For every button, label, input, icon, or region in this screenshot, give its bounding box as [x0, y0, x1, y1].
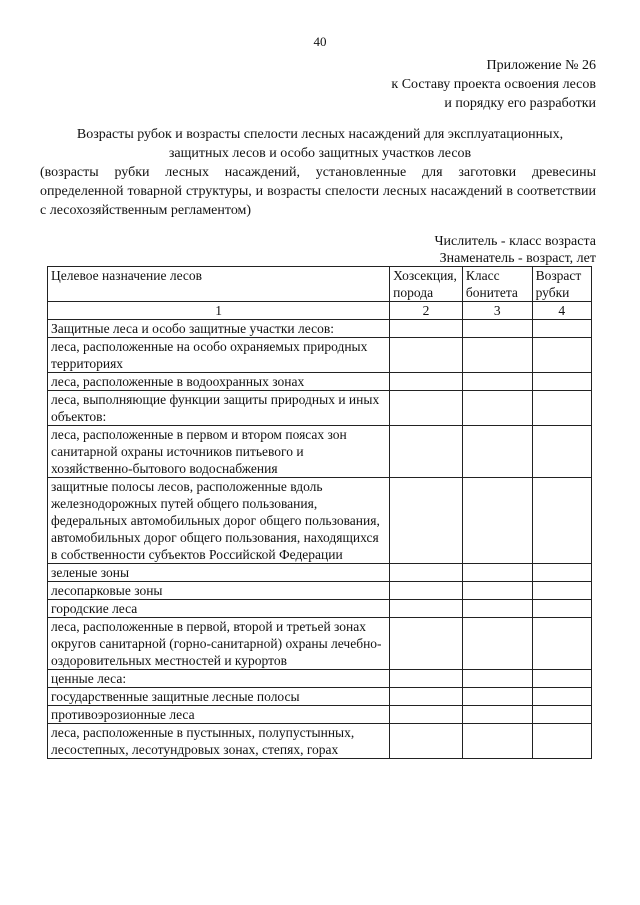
table-row	[48, 600, 592, 618]
cell-empty	[532, 426, 591, 478]
row-label: государственные защитные лесные полосы	[48, 688, 390, 706]
column-number: 3	[462, 302, 532, 320]
header-site-class: Класс бонитета	[462, 267, 532, 302]
table-row	[48, 582, 592, 600]
document-subtitle: (возрасты рубки лесных насаждений, установленные для заготовки древесины определенной товарной структуры, и возрасты спелости лесных насаждений в соответствии с лесохозяйственным регламентом)	[40, 165, 596, 218]
row-label: зеленые зоны	[48, 564, 390, 582]
cell-empty	[532, 600, 591, 618]
cell-empty	[462, 600, 532, 618]
legend-denominator: Знаменатель - возраст, лет	[439, 251, 596, 266]
table-legend	[434, 233, 596, 267]
column-number: 2	[390, 302, 463, 320]
cell-empty	[532, 338, 591, 373]
cell-empty	[390, 426, 463, 478]
row-label: леса, расположенные на особо охраняемых природных территориях	[48, 338, 390, 373]
cell-empty	[462, 373, 532, 391]
table-row	[48, 391, 592, 426]
legend-numerator: Числитель - класс возраста	[434, 234, 596, 249]
cell-empty	[532, 688, 591, 706]
table-row	[48, 618, 592, 670]
row-label: леса, расположенные в первом и втором поясах зон санитарной охраны источников питьевого и хозяйственно-бытового водоснабжения	[48, 426, 390, 478]
cell-empty	[390, 582, 463, 600]
cell-empty	[462, 564, 532, 582]
cell-empty	[390, 373, 463, 391]
row-label: противоэрозионные леса	[48, 706, 390, 724]
appendix-block	[391, 56, 596, 113]
table-row	[48, 338, 592, 373]
cell-empty	[462, 320, 532, 338]
row-label: леса, расположенные в пустынных, полупустынных, лесостепных, лесотундровых зонах, степях, горах	[48, 724, 390, 759]
cell-empty	[390, 670, 463, 688]
table-row	[48, 564, 592, 582]
row-label: леса, выполняющие функции защиты природных и иных объектов:	[48, 391, 390, 426]
table-row	[48, 706, 592, 724]
cell-empty	[390, 706, 463, 724]
column-number: 4	[532, 302, 591, 320]
cell-empty	[462, 338, 532, 373]
column-number: 1	[48, 302, 390, 320]
row-label: городские леса	[48, 600, 390, 618]
cell-empty	[390, 564, 463, 582]
header-purpose: Целевое назначение лесов	[48, 267, 390, 302]
table-row	[48, 320, 592, 338]
cell-empty	[532, 564, 591, 582]
cell-empty	[390, 478, 463, 564]
cell-empty	[532, 724, 591, 759]
cell-empty	[462, 582, 532, 600]
cell-empty	[532, 582, 591, 600]
appendix-line: Приложение № 26	[486, 58, 596, 73]
page-number: 40	[313, 34, 327, 49]
cell-empty	[462, 688, 532, 706]
cell-empty	[532, 670, 591, 688]
cell-empty	[462, 618, 532, 670]
table-row	[48, 426, 592, 478]
row-label: защитные полосы лесов, расположенные вдоль железнодорожных путей общего пользования, федеральных автомобильных дорог общего пользования, автомобильных дорог общего пользования, находящихся в собственности субъектов Российской Федерации	[48, 478, 390, 564]
table-row	[48, 373, 592, 391]
header-cutting-age: Возраст рубки	[532, 267, 591, 302]
cell-empty	[390, 688, 463, 706]
row-label: леса, расположенные в водоохранных зонах	[48, 373, 390, 391]
table-number-row	[48, 302, 592, 320]
appendix-line: и порядку его разработки	[444, 96, 596, 111]
cell-empty	[390, 618, 463, 670]
cell-empty	[462, 670, 532, 688]
table-row	[48, 688, 592, 706]
cell-empty	[532, 478, 591, 564]
forest-age-table	[47, 266, 592, 759]
title-line: Возрасты рубок и возрасты спелости лесных насаждений для эксплуатационных,	[76, 127, 564, 142]
row-label: Защитные леса и особо защитные участки лесов:	[48, 320, 390, 338]
document-title	[40, 125, 600, 163]
table-row	[48, 478, 592, 564]
cell-empty	[390, 338, 463, 373]
cell-empty	[532, 320, 591, 338]
cell-empty	[462, 426, 532, 478]
cell-empty	[462, 724, 532, 759]
table-row	[48, 724, 592, 759]
cell-empty	[390, 391, 463, 426]
cell-empty	[462, 706, 532, 724]
row-label: леса, расположенные в первой, второй и третьей зонах округов санитарной (горно-санитарной) охраны лечебно-оздоровительных местностей и курортов	[48, 618, 390, 670]
header-section-species: Хозсекция, порода	[390, 267, 463, 302]
cell-empty	[532, 391, 591, 426]
cell-empty	[532, 706, 591, 724]
table-header-row	[48, 267, 592, 302]
cell-empty	[390, 600, 463, 618]
cell-empty	[390, 724, 463, 759]
cell-empty	[532, 618, 591, 670]
table-row	[48, 670, 592, 688]
row-label: ценные леса:	[48, 670, 390, 688]
cell-empty	[462, 391, 532, 426]
appendix-line: к Составу проекта освоения лесов	[391, 77, 596, 92]
cell-empty	[390, 320, 463, 338]
title-line: защитных лесов и особо защитных участков лесов	[168, 146, 472, 161]
cell-empty	[462, 478, 532, 564]
cell-empty	[532, 373, 591, 391]
row-label: лесопарковые зоны	[48, 582, 390, 600]
